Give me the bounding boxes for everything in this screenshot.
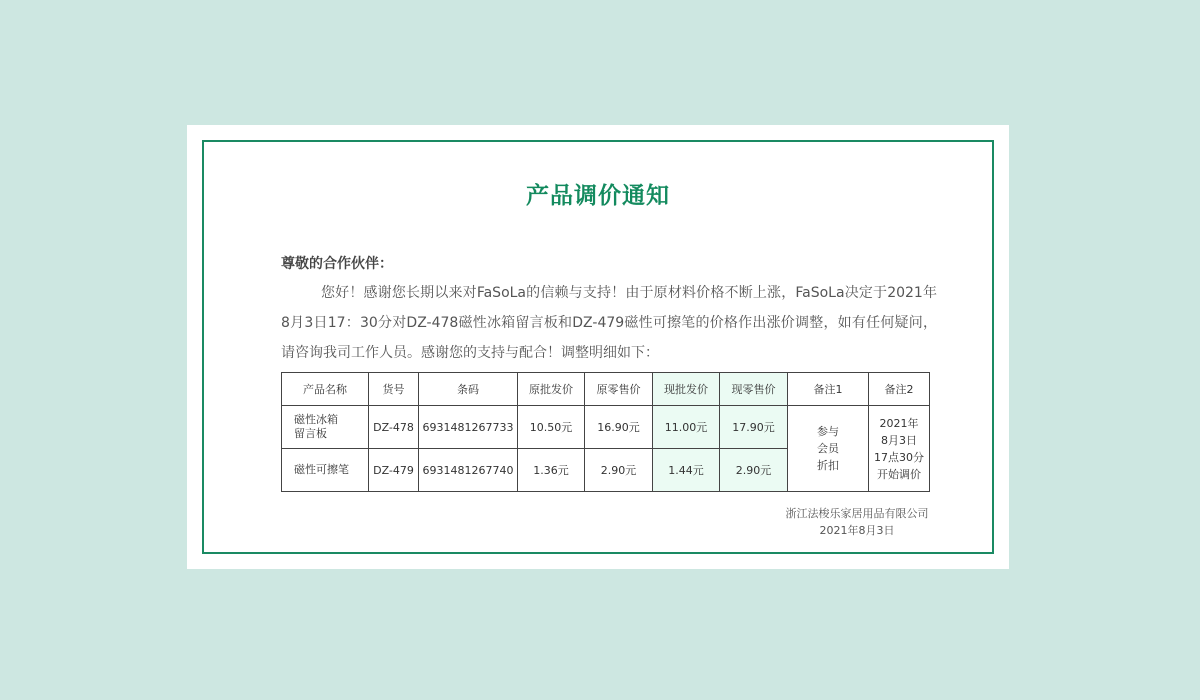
remark2-line: 开始调价	[877, 467, 921, 481]
company-name: 浙江法梭乐家居用品有限公司	[785, 507, 929, 520]
old-retail-cell: 16.90元	[585, 406, 653, 449]
header-new-wholesale: 现批发价	[653, 373, 720, 406]
new-wholesale-cell: 11.00元	[653, 406, 720, 449]
signature-block	[752, 505, 962, 539]
new-wholesale-cell: 1.44元	[653, 449, 720, 492]
remark2-cell	[869, 406, 930, 492]
remark2-line: 2021年	[879, 416, 919, 430]
header-old-wholesale: 原批发价	[518, 373, 585, 406]
header-sku: 货号	[369, 373, 419, 406]
greeting: 尊敬的合作伙伴：	[281, 256, 393, 272]
new-retail-cell: 2.90元	[720, 449, 788, 492]
header-old-retail: 原零售价	[585, 373, 653, 406]
remark1-line: 折扣	[817, 459, 839, 472]
notice-body: 您好！感谢您长期以来对FaSoLa的信赖与支持！由于原材料价格不断上涨，FaSoLa决定于2021年8月3日17：30分对DZ-478磁性冰箱留言板和DZ-479磁性可擦笔的价格作出涨价调整，如有任何疑问，请咨询我司工作人员。感谢您的支持与配合！调整明细如下：	[281, 285, 937, 361]
header-barcode: 条码	[419, 373, 518, 406]
product-name-line: 磁性冰箱	[294, 413, 338, 426]
product-name-cell	[282, 406, 369, 449]
signature-date: 2021年8月3日	[819, 524, 895, 537]
product-name-cell	[282, 449, 369, 492]
table-row	[282, 406, 930, 449]
table-header-row	[282, 373, 930, 406]
old-wholesale-cell: 10.50元	[518, 406, 585, 449]
product-name-line: 磁性可擦笔	[294, 463, 349, 476]
barcode-cell: 6931481267733	[419, 406, 518, 449]
notice-title: 产品调价通知	[526, 183, 670, 209]
remark1-line: 会员	[817, 442, 839, 455]
notice-card	[187, 125, 1009, 569]
header-remark2: 备注2	[869, 373, 930, 406]
header-remark1: 备注1	[788, 373, 869, 406]
price-table	[281, 372, 930, 492]
new-retail-cell: 17.90元	[720, 406, 788, 449]
barcode-cell: 6931481267740	[419, 449, 518, 492]
header-product-name: 产品名称	[282, 373, 369, 406]
old-wholesale-cell: 1.36元	[518, 449, 585, 492]
remark1-line: 参与	[817, 425, 839, 438]
sku-cell: DZ-479	[369, 449, 419, 492]
product-name-line: 留言板	[294, 427, 327, 440]
sku-cell: DZ-478	[369, 406, 419, 449]
remark2-line: 17点30分	[874, 450, 924, 464]
remark2-line: 8月3日	[881, 433, 917, 447]
remark1-cell	[788, 406, 869, 492]
header-new-retail: 现零售价	[720, 373, 788, 406]
old-retail-cell: 2.90元	[585, 449, 653, 492]
